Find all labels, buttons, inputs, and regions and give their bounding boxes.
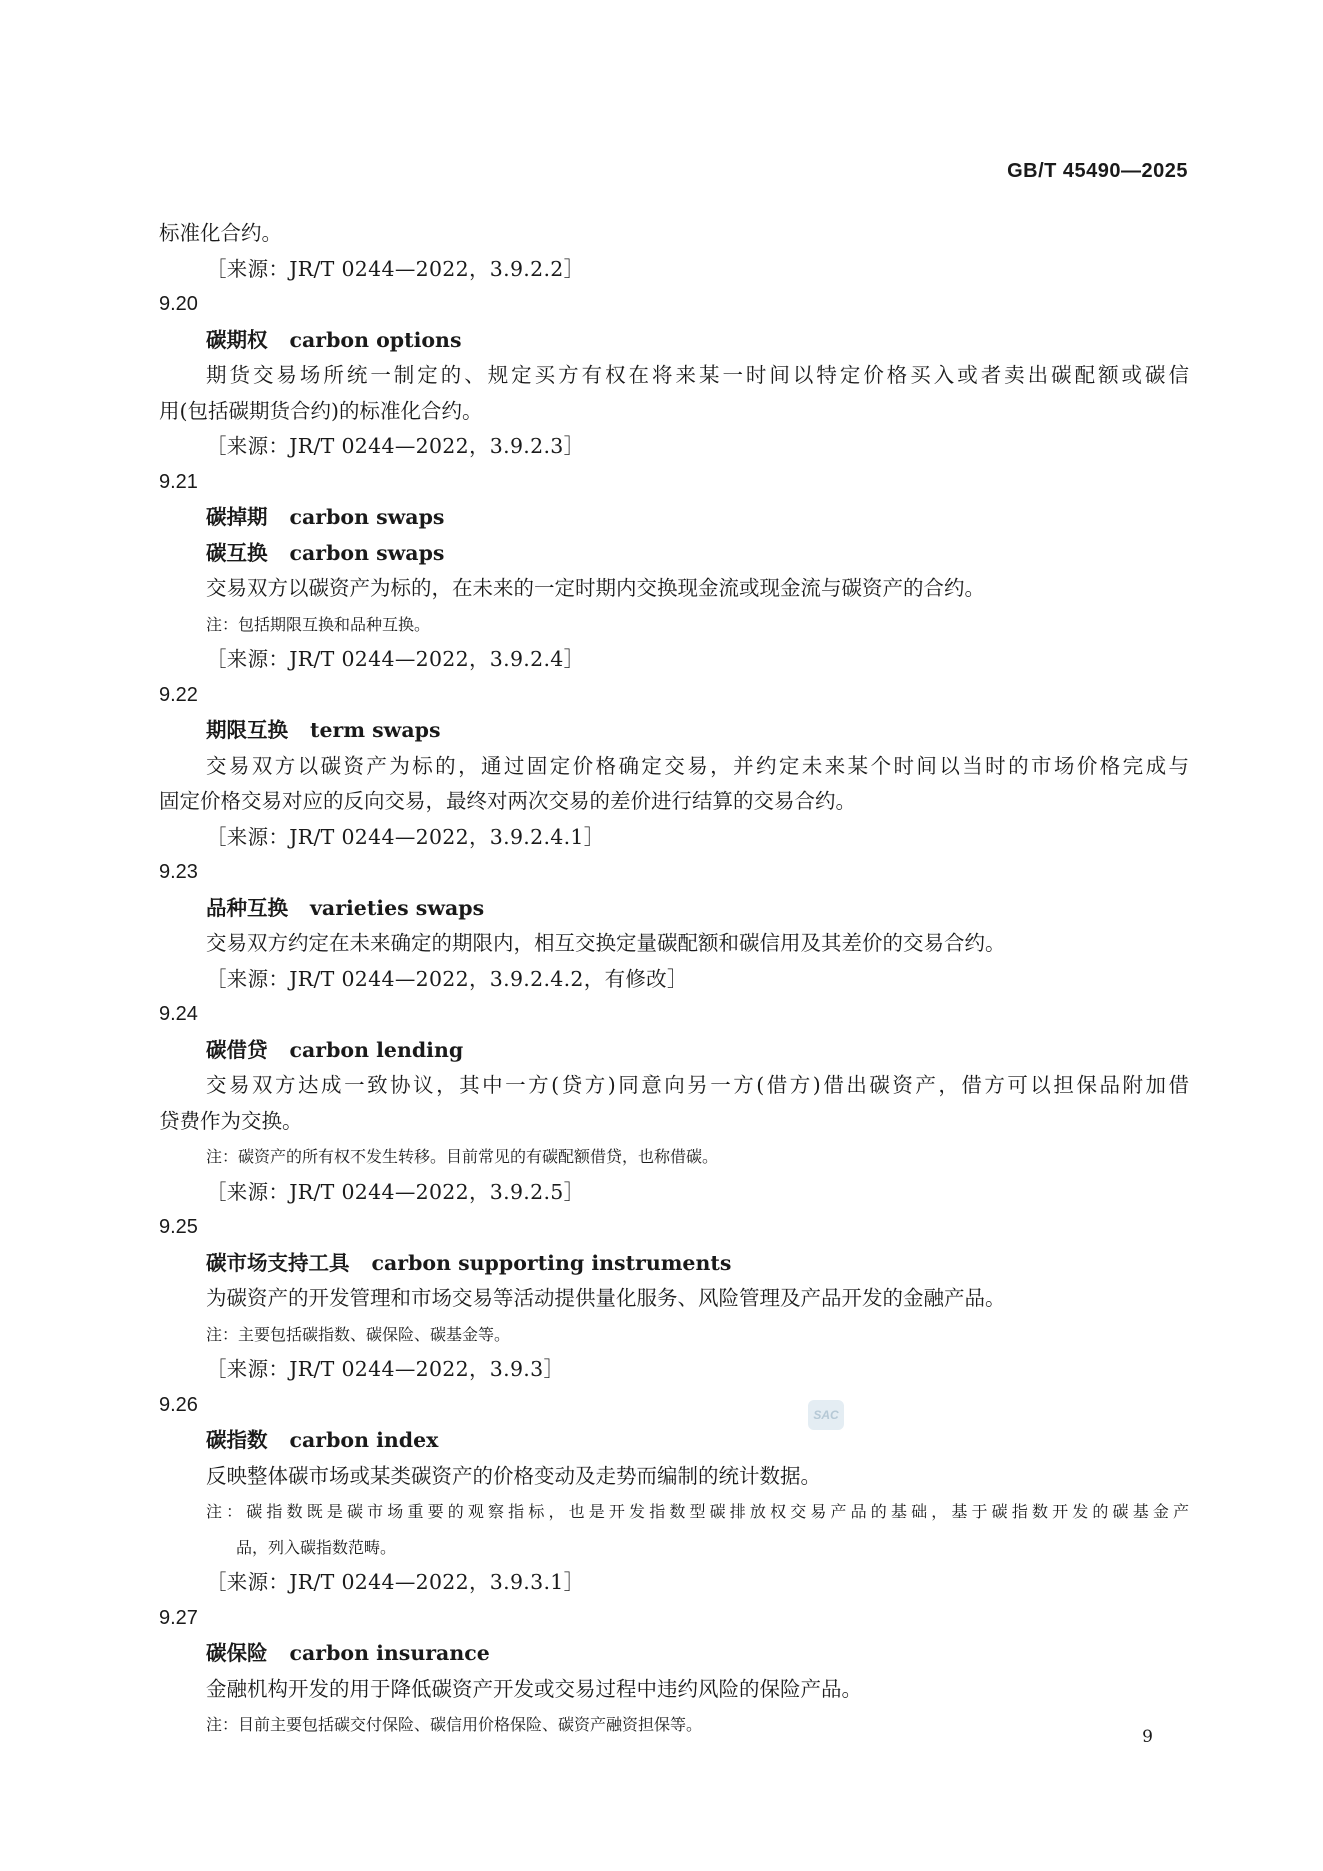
term-cn: 期限互换 — [206, 718, 288, 742]
source-reference: ［来源：JR/T 0244—2022，3.9.2.4.1］ — [206, 824, 605, 849]
clause-number: 9.21 — [159, 470, 198, 493]
term-cn: 品种互换 — [206, 895, 288, 920]
clause-number: 9.27 — [159, 1606, 198, 1629]
term-heading — [159, 1636, 1189, 1672]
definition-text: 用(包括碳期货合约)的标准化合约。 — [159, 398, 483, 423]
definition-text: 为碳资产的开发管理和市场交易等活动提供量化服务、风险管理及产品开发的金融产品。 — [206, 1286, 1006, 1310]
source-reference: ［来源：JR/T 0244—2022，3.9.2.4.2，有修改］ — [206, 966, 688, 991]
source-reference: ［来源：JR/T 0244—2022，3.9.3.1］ — [206, 1570, 585, 1594]
definition-text: 交易双方以碳资产为标的，在未来的一定时期内交换现金流或现金流与碳资产的合约。 — [206, 576, 985, 600]
term-cn: 碳互换 — [206, 540, 268, 565]
source-reference: ［来源：JR/T 0244—2022，3.9.2.4］ — [206, 647, 585, 671]
term-heading — [159, 500, 1189, 536]
term-en: varieties swaps — [310, 895, 485, 920]
term-en: carbon options — [289, 327, 462, 352]
source-reference: ［来源：JR/T 0244—2022，3.9.2.2］ — [206, 256, 585, 281]
term-en: carbon index — [289, 1428, 439, 1452]
terms-content — [159, 216, 1189, 1743]
term-en: carbon supporting instruments — [371, 1250, 732, 1275]
definition-text: 期货交易场所统一制定的、规定买方有权在将来某一时间以特定价格买入或者卖出碳配额或碳信 — [206, 363, 1189, 387]
continuation-text: 标准化合约。 — [159, 221, 282, 245]
note-text: 注：目前主要包括碳交付保险、碳信用价格保险、碳资产融资担保等。 — [206, 1715, 703, 1734]
term-heading — [159, 1423, 1189, 1459]
note-text: 品，列入碳指数范畴。 — [236, 1537, 397, 1557]
standard-code: GB/T 45490—2025 — [1007, 160, 1188, 182]
source-reference: ［来源：JR/T 0244—2022，3.9.2.5］ — [206, 1179, 585, 1204]
page-number: 9 — [1142, 1727, 1153, 1747]
term-en: carbon lending — [289, 1037, 464, 1062]
clause-number: 9.24 — [159, 1003, 198, 1025]
source-reference: ［来源：JR/T 0244—2022，3.9.2.3］ — [206, 434, 585, 458]
term-cn: 碳期权 — [206, 327, 268, 352]
definition-text: 金融机构开发的用于降低碳资产开发或交易过程中违约风险的保险产品。 — [206, 1676, 862, 1701]
clause-number: 9.20 — [159, 293, 198, 315]
term-cn: 碳指数 — [206, 1428, 268, 1452]
definition-text: 交易双方达成一致协议，其中一方(贷方)同意向另一方(借方)借出碳资产，借方可以担保品附加借 — [206, 1073, 1189, 1097]
term-cn: 碳借贷 — [206, 1037, 268, 1062]
term-heading — [159, 713, 1189, 749]
term-heading — [159, 323, 1189, 359]
note-text: 注：碳指数既是碳市场重要的观察指标，也是开发指数型碳排放权交易产品的基础，基于碳指数开发的碳基金产 — [206, 1502, 1189, 1521]
sac-watermark: SAC — [808, 1400, 844, 1430]
term-heading — [159, 536, 1189, 572]
note-text: 注：包括期限互换和品种互换。 — [206, 614, 431, 634]
term-cn: 碳掉期 — [206, 505, 268, 529]
term-heading — [159, 1033, 1189, 1069]
term-en: term swaps — [310, 718, 441, 742]
term-en: carbon swaps — [289, 540, 445, 565]
term-en: carbon swaps — [289, 505, 445, 529]
definition-text: 交易双方约定在未来确定的期限内，相互交换定量碳配额和碳信用及其差价的交易合约。 — [206, 931, 1006, 955]
clause-number: 9.23 — [159, 861, 198, 883]
term-cn: 碳市场支持工具 — [206, 1250, 350, 1275]
term-en: carbon insurance — [289, 1641, 490, 1665]
clause-number: 9.22 — [159, 683, 198, 706]
term-cn: 碳保险 — [206, 1641, 268, 1665]
source-reference: ［来源：JR/T 0244—2022，3.9.3］ — [206, 1357, 565, 1381]
clause-number: 9.26 — [159, 1393, 198, 1416]
definition-text: 贷费作为交换。 — [159, 1108, 303, 1133]
note-text: 注：主要包括碳指数、碳保险、碳基金等。 — [206, 1324, 511, 1344]
definition-text: 反映整体碳市场或某类碳资产的价格变动及走势而编制的统计数据。 — [206, 1463, 821, 1488]
term-heading — [159, 891, 1189, 927]
definition-text: 固定价格交易对应的反向交易，最终对两次交易的差价进行结算的交易合约。 — [159, 789, 856, 813]
clause-number: 9.25 — [159, 1216, 198, 1238]
definition-text: 交易双方以碳资产为标的，通过固定价格确定交易，并约定未来某个时间以当时的市场价格完成与 — [206, 753, 1189, 778]
term-heading — [159, 1246, 1189, 1282]
note-text: 注：碳资产的所有权不发生转移。目前常见的有碳配额借贷，也称借碳。 — [206, 1147, 719, 1166]
